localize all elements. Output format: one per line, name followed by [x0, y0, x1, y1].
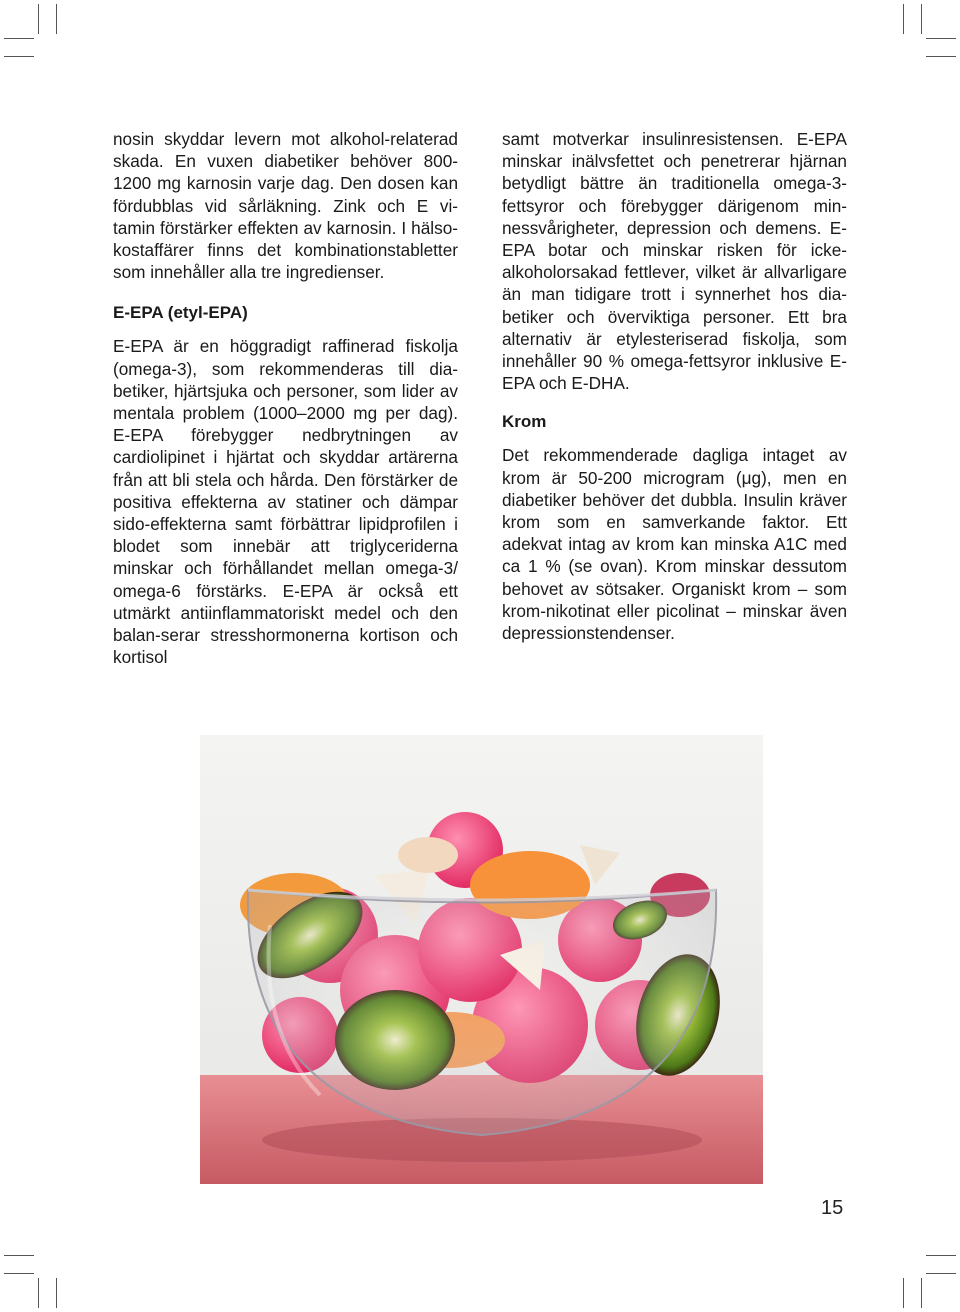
crop-mark [926, 1255, 956, 1256]
crop-mark [38, 1278, 39, 1308]
crop-mark [4, 56, 34, 57]
section-heading-e-epa: E-EPA (etyl-EPA) [113, 303, 248, 323]
page-number: 15 [821, 1197, 844, 1219]
right-paragraph-2: Det rekommenderade dagliga intaget av krom är 50-200 microgram (μg), men en diabetiker behöver det dubbla. Insulin kräver krom som en samverkande faktor. Ett adekvat intag av krom kan minska A1C med ca 1 % (se ovan). Krom minskar dessutom behovet av sötsaker. Organiskt krom – som krom-nikotinat eller picolinat – minskar även depressionstendenser. [502, 445, 847, 644]
crop-mark [903, 4, 904, 34]
crop-mark [4, 1273, 34, 1274]
crop-mark [926, 56, 956, 57]
crop-mark [926, 1273, 956, 1274]
crop-mark [926, 38, 956, 39]
crop-mark [56, 1278, 57, 1308]
crop-mark [38, 4, 39, 34]
crop-mark [56, 4, 57, 34]
right-column [502, 128, 847, 644]
crop-mark [4, 1255, 34, 1256]
left-column [113, 128, 458, 668]
fruit-salad-photo [200, 735, 763, 1184]
crop-mark [921, 4, 922, 34]
section-heading-krom: Krom [502, 412, 547, 432]
crop-mark [903, 1278, 904, 1308]
crop-mark [921, 1278, 922, 1308]
left-paragraph-2: E-EPA är en höggradigt raffinerad fiskolja (omega-3), som rekommenderas till dia-betiker, hjärtsjuka och personer, som lider av mentala problem (1000–2000 mg per dag). E-EPA förebygger nedbrytningen av cardiolipinet i hjärtat och skyddar artärerna från att bli stela och hårda. Den förstärker de positiva effekterna av statiner och dämpar sido-effekterna samt förbättrar lipidprofilen i blodet som innebär att triglyceriderna minskar och förhållandet mellan omega-3/ omega-6 förstärks. E-EPA är också ett utmärkt antiinflammatoriskt medel och den balan-serar stresshormonerna kortison och kortisol [113, 336, 458, 668]
left-paragraph-1: nosin skyddar levern mot alkohol-relaterad skada. En vuxen diabetiker behöver 800-1200 mg karnosin varje dag. Den dosen kan fördubblas vid sårläkning. Zink och E vi-tamin förstärker effekten av karnosin. I hälso-kostaffärer finns det kombinationstabletter som innehåller alla tre ingredienser. [113, 129, 458, 283]
crop-mark [4, 38, 34, 39]
right-paragraph-1: samt motverkar insulinresistensen. E-EPA minskar inälvsfettet och penetrerar hjärnan betydligt bättre än traditionella omega-3-fettsyror och förebygger därigenom min-nessvårigheter, depression och demens. E-EPA botar och minskar risken för icke-alkoholorsakad fettlever, vilket är allvarligare än man tidigare trott i synnerhet hos dia-betiker och överviktiga personer. Ett bra alternativ är etylesteriserad fiskolja, som innehåller 90 % omega-fettsyror inklusive E-EPA och E-DHA. [502, 129, 847, 394]
